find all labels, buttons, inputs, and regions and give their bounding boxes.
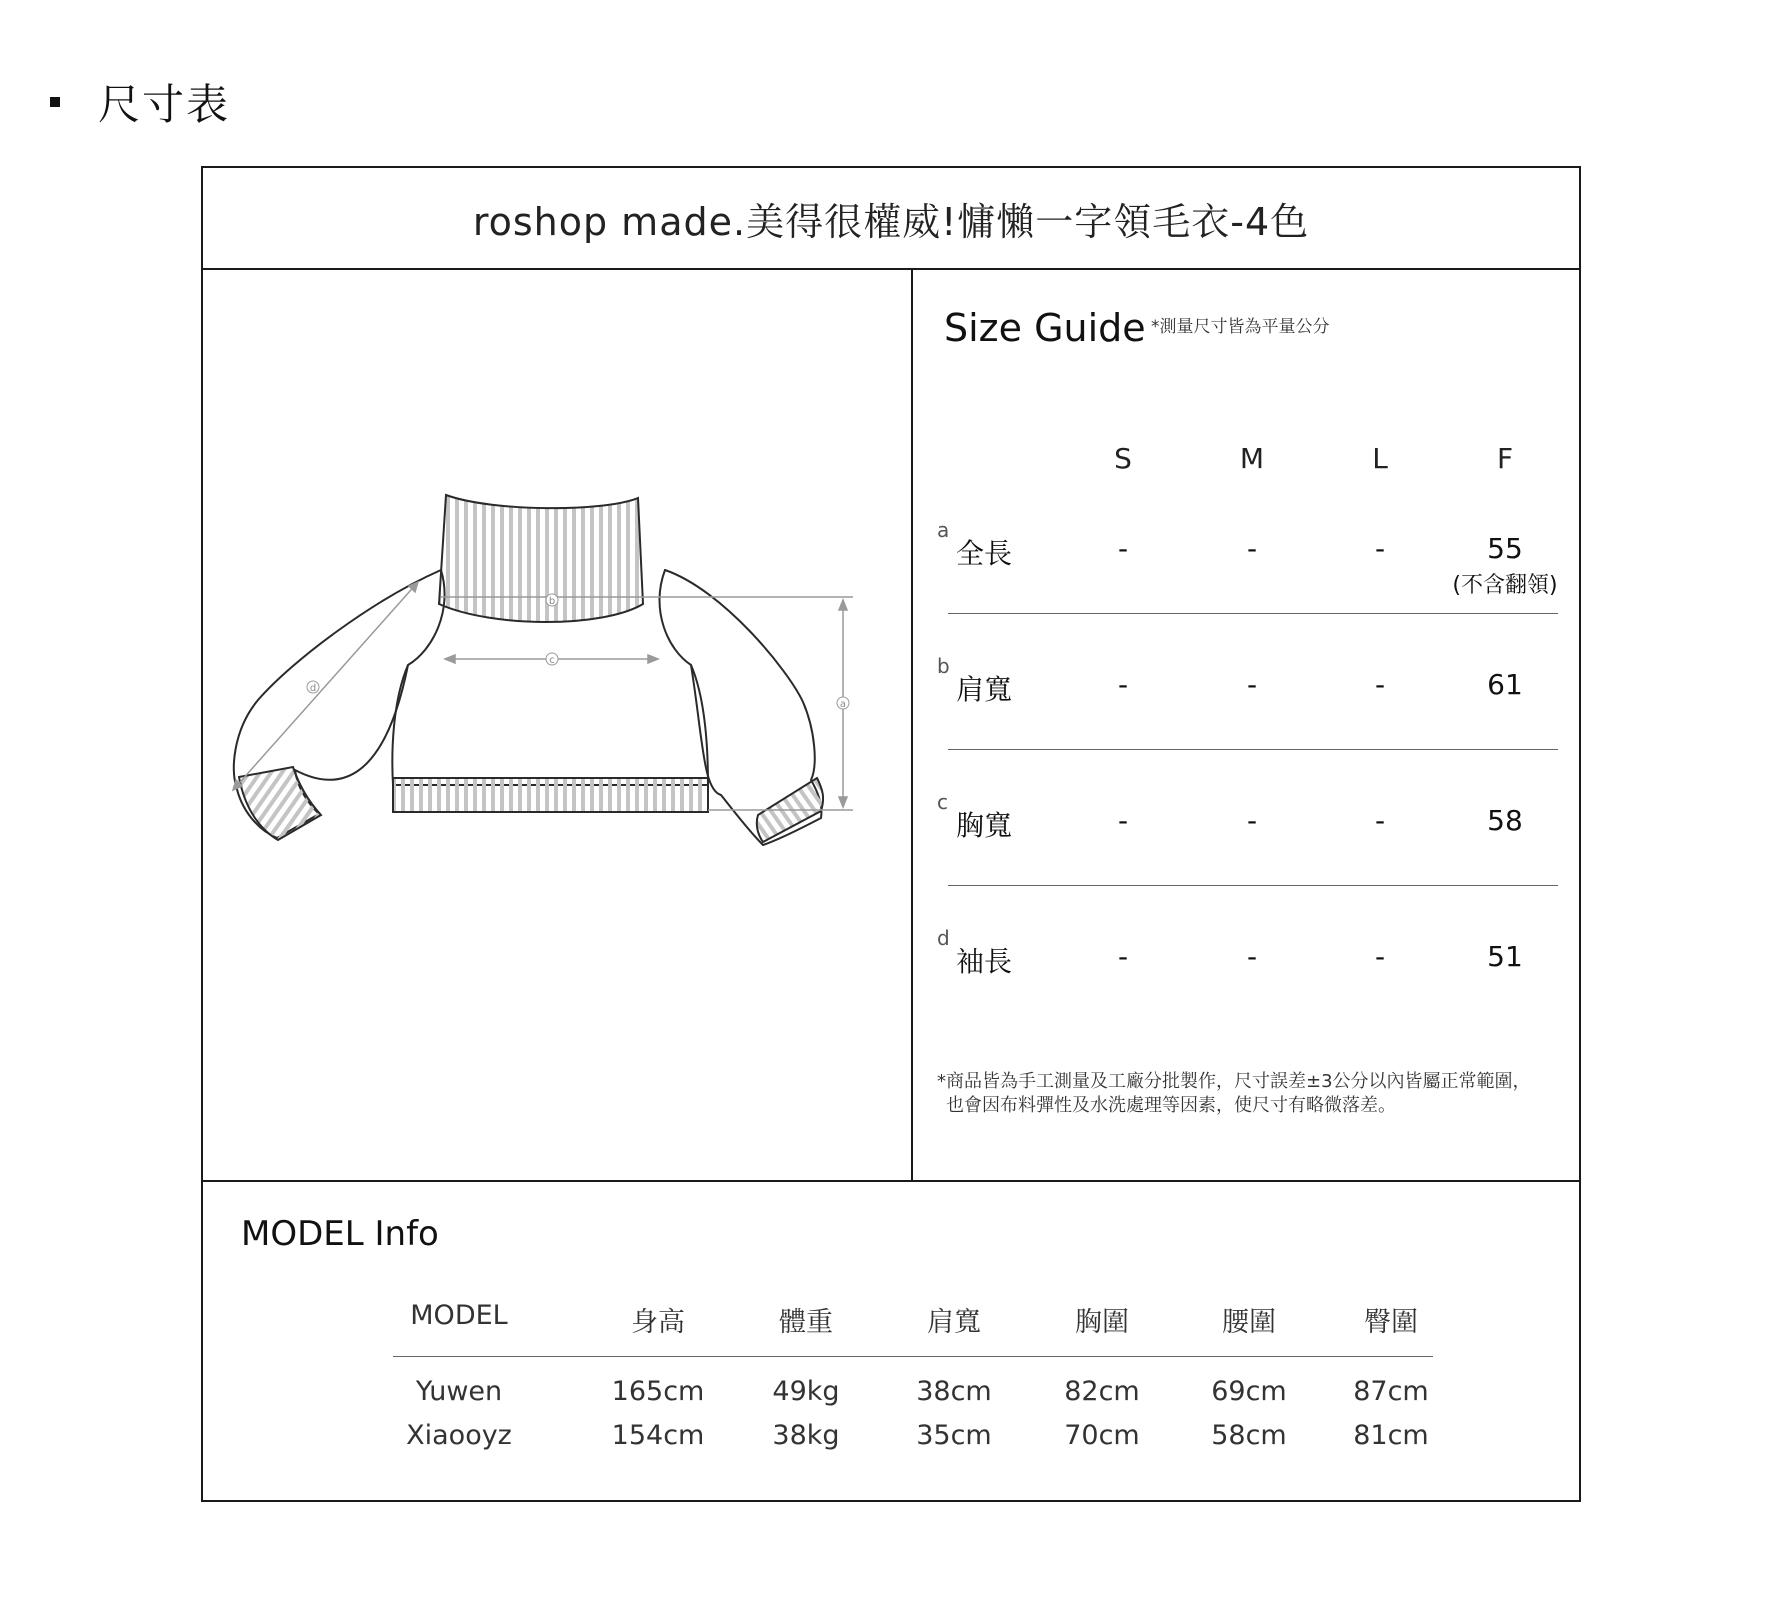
section-title: 尺寸表 (98, 80, 231, 129)
row-letter: a (937, 518, 950, 542)
bullet-icon (50, 97, 60, 107)
sweater-diagram (203, 270, 909, 1180)
collar-rib (439, 495, 643, 622)
row-label: 全長 (956, 537, 1013, 570)
cell-f: 58 (1487, 804, 1523, 837)
marker-b: b (548, 596, 556, 607)
model-cell: 87cm (1353, 1376, 1429, 1407)
row-separator (948, 749, 1558, 750)
cell-s: - (1117, 804, 1129, 837)
model-cell: 70cm (1064, 1420, 1140, 1451)
section-header (50, 72, 230, 132)
arrow-down-icon (839, 797, 847, 807)
model-cell: Yuwen (415, 1376, 503, 1407)
cell-l: - (1374, 668, 1386, 701)
size-row-sleeve (913, 926, 1579, 1000)
row-separator (948, 885, 1558, 886)
cell-m: - (1246, 804, 1258, 837)
row-letter: b (937, 654, 950, 678)
cell-l: - (1374, 532, 1386, 565)
size-guide-note: *測量尺寸皆為平量公分 (1151, 317, 1330, 337)
model-header: 體重 (779, 1307, 833, 1338)
column-header-l: L (1372, 442, 1388, 475)
hem-rib (393, 778, 708, 812)
marker-a: a (839, 699, 847, 710)
model-cell: 165cm (611, 1376, 705, 1407)
cell-m: - (1246, 668, 1258, 701)
cell-s: - (1117, 668, 1129, 701)
disclaimer (937, 1070, 1577, 1118)
column-header-f: F (1496, 442, 1514, 475)
cell-m: - (1246, 532, 1258, 565)
model-header: 身高 (631, 1307, 685, 1338)
model-header: 臀圍 (1364, 1307, 1418, 1338)
cell-l: - (1374, 940, 1386, 973)
model-header: MODEL (410, 1300, 508, 1331)
size-chart-card (201, 166, 1581, 1502)
row-label: 胸寬 (956, 809, 1013, 842)
marker-d: d (309, 683, 317, 694)
model-info (203, 1182, 1579, 1500)
row-label: 肩寬 (956, 673, 1013, 706)
model-cell: 38cm (916, 1376, 992, 1407)
model-cell: 81cm (1353, 1420, 1429, 1451)
marker-c: c (549, 655, 555, 666)
product-title: roshop made.美得很權威!慵懶一字領毛衣-4色 (203, 168, 1579, 270)
row-letter: c (937, 790, 948, 814)
model-cell: 35cm (916, 1420, 992, 1451)
row-label: 袖長 (956, 945, 1013, 978)
model-cell: 58cm (1211, 1420, 1287, 1451)
sleeve-measure-line (233, 582, 418, 790)
cell-s: - (1117, 940, 1129, 973)
column-header-m: M (1239, 442, 1265, 475)
cell-f-note: (不含翻領) (1452, 573, 1558, 598)
model-header: 腰圍 (1222, 1307, 1276, 1338)
model-cell: 49kg (772, 1376, 840, 1407)
cell-m: - (1246, 940, 1258, 973)
model-cell: 38kg (772, 1420, 840, 1451)
size-row-full-length (913, 518, 1579, 598)
column-header-s: S (1114, 442, 1132, 475)
cell-f: 61 (1487, 668, 1523, 701)
size-row-chest (913, 790, 1579, 864)
size-guide-title: Size Guide (944, 306, 1146, 350)
disclaimer-line-2: 也會因布料彈性及水洗處理等因素，使尺寸有略微落差。 (946, 1095, 1396, 1116)
cell-s: - (1117, 532, 1129, 565)
sweater-illustration (203, 270, 909, 1180)
model-header: 胸圍 (1075, 1307, 1129, 1338)
arrow-up-icon (839, 600, 847, 610)
cell-f: 51 (1487, 940, 1523, 973)
left-cuff-rib (239, 767, 321, 840)
model-cell: Xiaooyz (406, 1420, 512, 1451)
cell-l: - (1374, 804, 1386, 837)
size-row-shoulder (913, 654, 1579, 728)
model-info-title: MODEL Info (241, 1214, 439, 1254)
disclaimer-line-1: *商品皆為手工測量及工廠分批製作，尺寸誤差±3公分以內皆屬正常範圍， (937, 1071, 1531, 1092)
row-separator (948, 613, 1558, 614)
size-guide (913, 270, 1579, 1180)
model-cell: 154cm (611, 1420, 705, 1451)
arrow-left-icon (445, 655, 455, 663)
row-letter: d (937, 926, 950, 950)
model-cell: 69cm (1211, 1376, 1287, 1407)
arrow-right-icon (648, 655, 658, 663)
model-header: 肩寬 (927, 1307, 981, 1338)
model-cell: 82cm (1064, 1376, 1140, 1407)
model-table-separator (393, 1356, 1433, 1357)
cell-f: 55 (1487, 532, 1523, 565)
